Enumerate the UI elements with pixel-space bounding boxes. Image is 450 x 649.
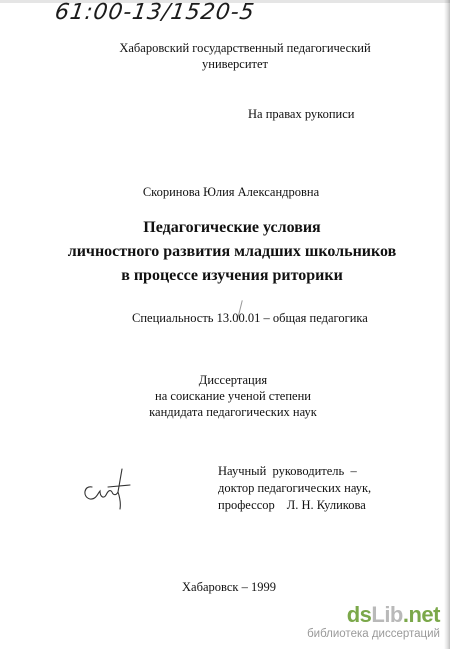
university-header: [0, 40, 450, 72]
dslib-logo: dsLib.net: [346, 602, 440, 627]
title-line-1: Педагогические условия: [143, 219, 321, 236]
dissertation-title: [0, 216, 450, 288]
specialty-line: [132, 311, 368, 326]
advisor-name: Л. Н. Куликова: [286, 498, 366, 512]
university-line-2: университет: [202, 57, 268, 71]
degree-line-3: кандидата педагогических наук: [149, 405, 317, 419]
university-line-1: Хабаровский государственный педагогический: [119, 41, 371, 55]
title-line-2: личностного развития младших школьников: [67, 243, 397, 260]
advisor-line-1: Научный руководитель –: [218, 464, 357, 478]
title-line-3: в процессе изучения риторики: [121, 267, 343, 284]
dslib-subtitle: библиотека диссертаций: [307, 628, 440, 640]
dissertation-degree: [0, 372, 450, 420]
advisor-role: профессор: [218, 498, 275, 512]
city-year: Хабаровск – 1999: [182, 580, 276, 594]
advisor-block: [218, 463, 371, 514]
specialty-text: Специальность 13.00.01 – общая педагогика: [132, 311, 368, 325]
author-name: Скоринова Юлия Александровна: [142, 185, 320, 199]
rights-note: На правах рукописи: [248, 107, 355, 121]
dslib-watermark: [307, 604, 440, 640]
degree-line-1: Диссертация: [198, 373, 268, 387]
advisor-line-2: доктор педагогических наук,: [218, 481, 372, 495]
degree-line-2: на соискание ученой степени: [155, 389, 311, 403]
scan-edge-right: [444, 0, 450, 649]
handwritten-signature: [78, 465, 138, 510]
advisor-line-3: [218, 497, 371, 514]
handwritten-stamp: 61:00-13/1520-5: [53, 0, 257, 25]
